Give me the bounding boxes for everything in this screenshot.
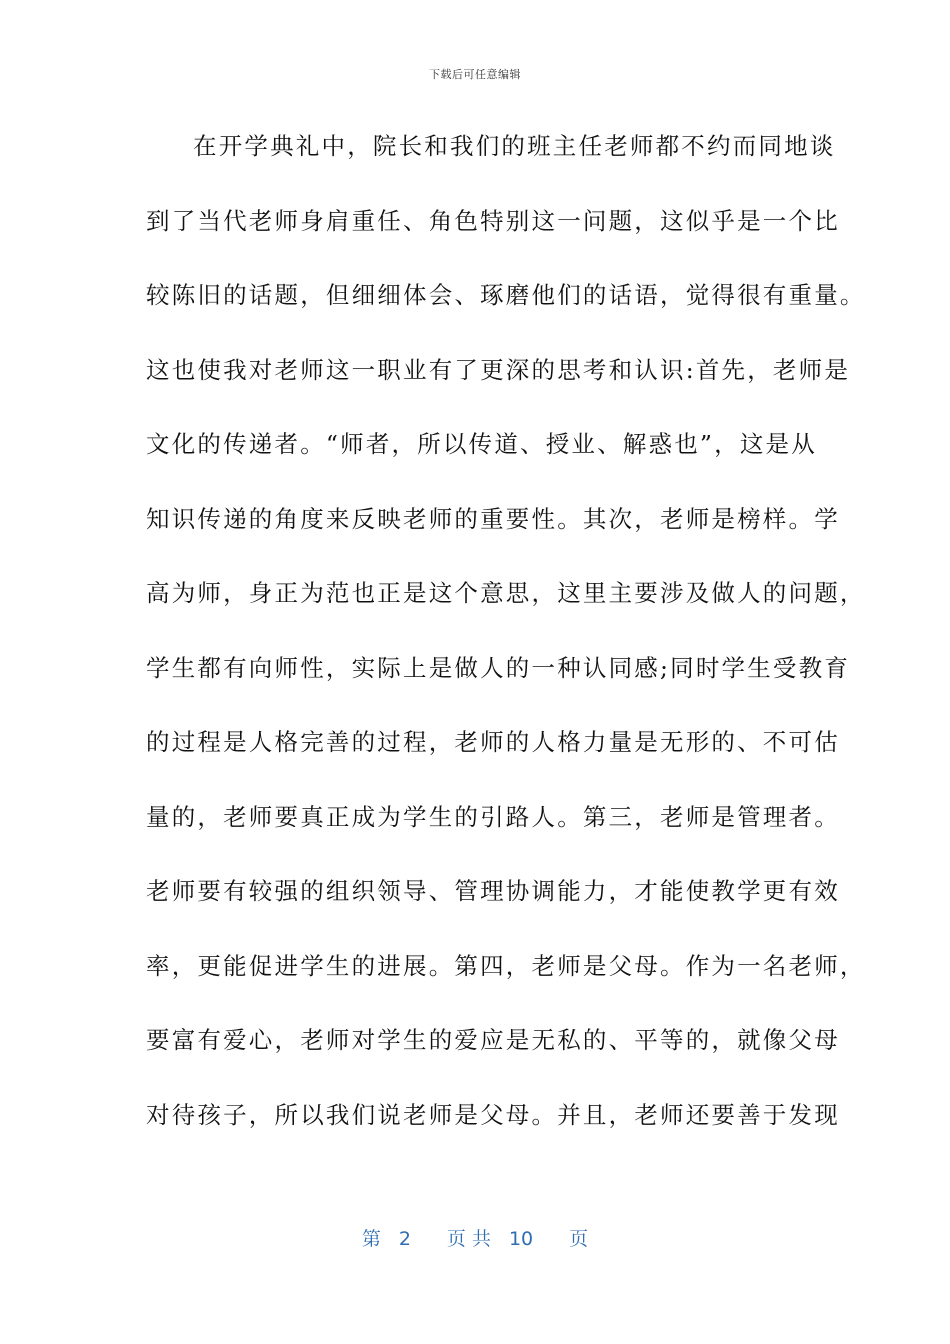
paragraph-line: 老师要有较强的组织领导、管理协调能力，才能使教学更有效 — [146, 877, 840, 905]
paragraph-line: 这也使我对老师这一职业有了更深的思考和认识:首先，老师是 — [146, 355, 851, 384]
paragraph-line: 在开学典礼中，院长和我们的班主任老师都不约而同地谈 — [193, 132, 836, 160]
paragraph-line: 高为师，身正为范也正是这个意思，这里主要涉及做人的问题， — [146, 579, 866, 607]
paragraph-line: 学生都有向师性，实际上是做人的一种认同感;同时学生受教育 — [146, 653, 851, 682]
page-label-prefix: 第 — [361, 1228, 381, 1250]
paragraph-line: 较陈旧的话题，但细细体会、琢磨他们的话语，觉得很有重量。 — [146, 281, 866, 309]
page-header: 下载后可任意编辑 — [429, 68, 521, 81]
page-current-number: 2 — [398, 1228, 411, 1250]
paragraph-line: 知识传递的角度来反映老师的重要性。其次，老师是榜样。学 — [146, 504, 840, 533]
paragraph-line: 到了当代老师身肩重任、角色特别这一问题，这似乎是一个比 — [146, 206, 840, 235]
page-label-suffix: 页 — [569, 1228, 589, 1250]
paragraph-line: 要富有爱心，老师对学生的爱应是无私的、平等的，就像父母 — [146, 1026, 840, 1054]
paragraph-line: 对待孩子，所以我们说老师是父母。并且，老师还要善于发现 — [146, 1100, 840, 1129]
paragraph-line: 率，更能促进学生的进展。第四，老师是父母。作为一名老师， — [146, 951, 866, 980]
page-label-middle: 页 共 — [446, 1228, 491, 1250]
page-number-footer — [0, 1224, 950, 1251]
document-body — [146, 114, 866, 1157]
paragraph-line: 量的，老师要真正成为学生的引路人。第三，老师是管理者。 — [146, 802, 840, 831]
paragraph-line: 的过程是人格完善的过程，老师的人格力量是无形的、不可估 — [146, 728, 840, 756]
paragraph-line: 文化的传递者。“师者，所以传道、授业、解惑也”，这是从 — [146, 430, 817, 458]
page-total-number: 10 — [508, 1228, 534, 1250]
